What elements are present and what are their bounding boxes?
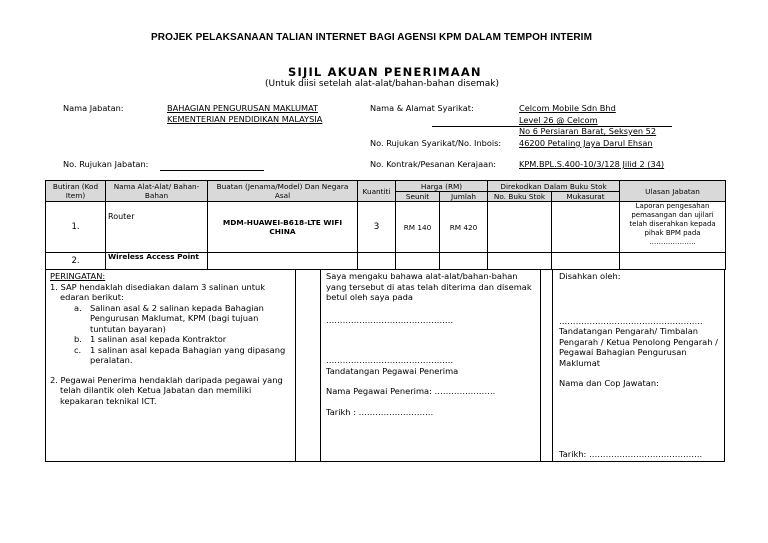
row-kuantiti	[358, 253, 396, 270]
col-header-buatan: Buatan (Jenama/Model) Dan Negara Asal	[208, 181, 358, 202]
penerima-signature-label: Tandatangan Pegawai Penerima	[326, 365, 459, 376]
col-header-no-buku-stok: No. Buku Stok	[488, 192, 552, 202]
bottom-divider-4	[552, 269, 553, 462]
peringatan-item-b: 1 salinan asal kepada Kontraktor	[90, 334, 227, 344]
penerima-date: Tarikh : ………………………	[326, 406, 434, 417]
row-jumlah: RM 420	[440, 202, 488, 253]
syarikat-address-line2: No 6 Persiaran Barat, Seksyen 52	[519, 126, 657, 136]
row-no-buku-stok	[488, 202, 552, 253]
bottom-divider-1	[295, 269, 296, 462]
syarikat-name: Celcom Mobile Sdn Bhd	[519, 103, 616, 113]
row-buatan: MDM-HUAWEI-B618-LTE WIFI CHINA	[208, 202, 358, 253]
col-header-butiran: Butiran (Kod Item)	[46, 181, 106, 202]
row-butiran: 1.	[46, 202, 106, 253]
col-header-seunit: Seunit	[396, 192, 440, 202]
penerima-name: Nama Pegawai Penerima: ………………….	[326, 386, 496, 396]
col-header-jumlah: Jumlah	[440, 192, 488, 202]
nama-jabatan-value-line1: BAHAGIAN PENGURUSAN MAKLUMAT	[167, 103, 319, 113]
col-header-harga: Harga (RM)	[396, 181, 488, 192]
row-no-buku-stok	[488, 253, 552, 270]
syarikat-address-line1: Level 26 @ Celcom	[519, 115, 598, 125]
rujukan-syarikat-value: 46200 Petaling Jaya Darul Ehsan	[519, 138, 653, 148]
pengesahan-signature-dots: …………………………………………….	[559, 315, 703, 326]
bullet-a: a.	[74, 302, 82, 313]
row-jumlah	[440, 253, 488, 270]
table-row	[46, 253, 726, 270]
project-title: PROJEK PELAKSANAAN TALIAN INTERNET BAGI AGENSI KPM DALAM TEMPOH INTERIM	[151, 32, 592, 43]
col-header-kuantiti: Kuantiti	[358, 181, 396, 202]
kontrak-label: No. Kontrak/Pesanan Kerajaan:	[370, 159, 497, 169]
penerima-statement: Saya mengaku bahawa alat-alat/bahan-bahan yang tersebut di atas telah diterima dan disemak betul oleh saya pada	[326, 271, 532, 302]
rujukan-syarikat-label: No. Rujukan Syarikat/No. Inbois:	[370, 138, 502, 148]
bottom-divider-2	[320, 269, 321, 462]
col-header-mukasurat: Mukasurat	[552, 192, 620, 202]
peringatan-item-1: 1. SAP hendaklah disediakan dalam 3 salinan untuk edaran berikut:	[50, 281, 266, 302]
row-kuantiti: 3	[358, 202, 396, 253]
pengesahan-section	[559, 271, 721, 389]
row-mukasurat	[552, 202, 620, 253]
pengesahan-date: Tarikh: …………………………………..	[559, 449, 703, 459]
peringatan-section	[50, 271, 293, 406]
penerima-signature-dots: ……………………………………….	[326, 355, 454, 365]
items-table	[45, 180, 726, 270]
row-seunit: RM 140	[396, 202, 440, 253]
col-header-nama-alat: Nama Alat-Alat/ Bahan-Bahan	[106, 181, 208, 202]
row-nama: Wireless Access Point	[106, 253, 208, 270]
col-header-direkodkan: Direkodkan Dalam Buku Stok	[488, 181, 620, 192]
document-title: SIJIL AKUAN PENERIMAAN	[288, 65, 482, 79]
pengesahan-cop-label: Nama dan Cop Jawatan:	[559, 378, 659, 388]
penerima-section	[326, 271, 538, 417]
no-rujukan-jabatan-label: No. Rujukan Jabatan:	[63, 159, 149, 169]
penerima-date-dots: ……………………………………….	[326, 314, 454, 325]
row-mukasurat	[552, 253, 620, 270]
nama-jabatan-value-line2: KEMENTERIAN PENDIDIKAN MALAYSIA	[167, 114, 323, 124]
bottom-divider-3	[540, 269, 541, 462]
peringatan-item-c: 1 salinan asal kepada Bahagian yang dipasang peralatan.	[90, 344, 286, 365]
no-rujukan-jabatan-line	[160, 170, 264, 171]
nama-jabatan-label: Nama Jabatan:	[63, 103, 124, 113]
table-row	[46, 202, 726, 253]
row-buatan	[208, 253, 358, 270]
peringatan-item-a: Salinan asal & 2 salinan kepada Bahagian Pengurusan Maklumat, KPM (bagi tujuan tuntutan bayaran)	[90, 302, 264, 334]
pengesahan-signature-label: Tandatangan Pengarah/ Timbalan Pengarah / Ketua Penolong Pengarah / Pegawai Bahagian Pengurusan Maklumat	[559, 326, 718, 368]
row-nama: Router	[106, 202, 208, 253]
row-ulasan	[620, 253, 726, 270]
bullet-c: c.	[74, 344, 82, 355]
pengesahan-title: Disahkan oleh:	[559, 271, 621, 281]
row-seunit	[396, 253, 440, 270]
row-butiran: 2.	[46, 253, 106, 270]
syarikat-label: Nama & Alamat Syarikat:	[370, 103, 474, 113]
bullet-b: b.	[74, 334, 82, 344]
col-header-ulasan: Ulasan Jabatan	[620, 181, 726, 202]
document-subtitle: (Untuk diisi setelah alat-alat/bahan-bahan disemak)	[265, 79, 499, 89]
peringatan-title: PERINGATAN:	[50, 271, 106, 281]
peringatan-item-2: 2. Pegawai Penerima hendaklah daripada pegawai yang telah dilantik oleh Ketua Jabatan dan memiliki kepakaran teknikal ICT.	[50, 374, 283, 406]
row-ulasan: Laporan pengesahan pemasangan dan ujilari telah diserahkan kepada pihak BPM pada ………………..	[620, 202, 726, 253]
kontrak-value: KPM.BPL.S.400-10/3/128 Jilid 2 (34)	[519, 159, 665, 169]
